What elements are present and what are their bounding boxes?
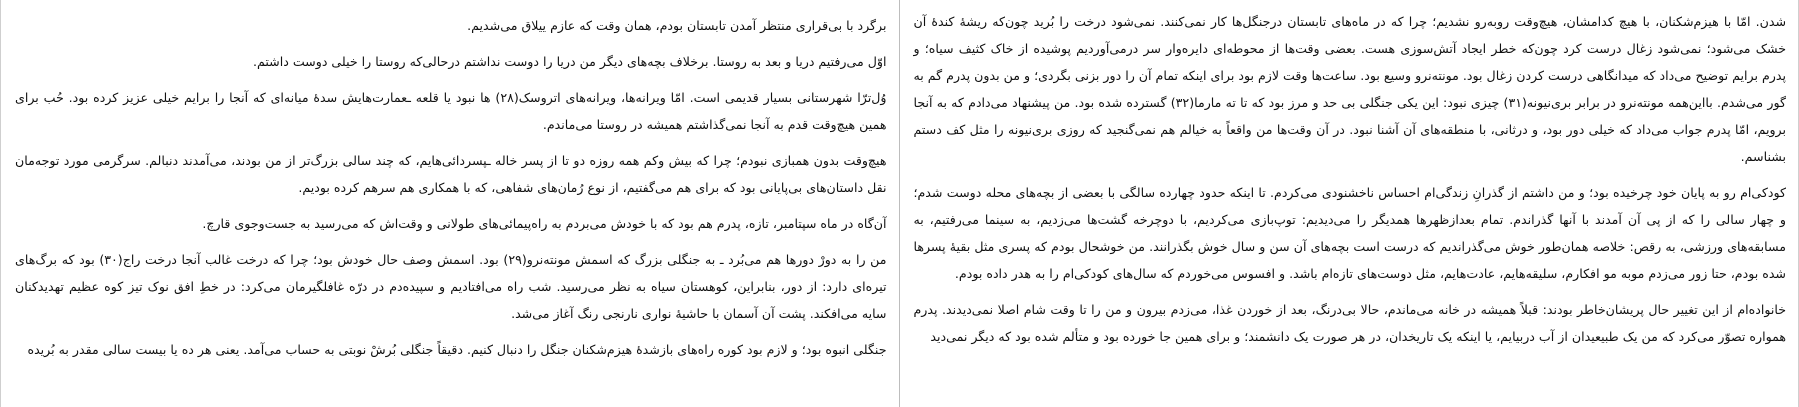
paragraph: اوّل می‌رفتیم دریا و بعد به روستا. برخلاف بچه‌های دیگر من دریا را دوست نداشتم درحالی‌که روستا را خیلی دوست داشتم. bbox=[252, 54, 887, 69]
paragraph: خانواده‌ام از این تغییر حال پریشان‌خاطر بودند: قبلاً همیشه در خانه می‌ماندم، حالا بی‌درنگ، بعد از خوردن غذا، می‌زدم بیرون و من را تا وقت شام اصلا نمی‌دیدند. پدرم همواره تصوّر می‌کرد که من یک طبیعیدان از آب دربیایم، یا اینکه یک تاریخدان، در هر صورت یک دانشمند؛ و برای همین جا خورده بود و متألم شده بود که دیگر نمی‌دید bbox=[913, 302, 1786, 344]
paragraph: وُل‌ترّا شهرستانی بسیار قدیمی است. امّا ویرانه‌ها، ویرانه‌های اتروسک(۲۸) ها نبود یا قلعه ـعمارت‌هایش سدهٔ میانه‌ای که آنجا را برایم خیلی عزیز کرده بود. حُب برای همین هیچ‌وقت قدم به آنجا نمی‌گذاشتم همیشه در روستا می‌ماندم. bbox=[15, 90, 887, 132]
paragraph: جنگلی انبوه بود؛ و لازم بود کوره راه‌های بازشدهٔ هیزم‌شکنان جنگل را دنبال کنیم. دقیقاً جنگلی بُرشْ نوبتی به حساب می‌آمد. یعنی هر ده یا بیست سالی مقدر به بُریده bbox=[27, 342, 887, 357]
paragraph: برگرد با بی‌قراری منتظر آمدن تابستان بودم، همان وقت که عازم ییلاق می‌شدیم. bbox=[467, 18, 887, 33]
paragraph: هیچ‌وقت بدون همبازی نبودم؛ چرا که بیش وکم همه روزه دو تا از پسر خاله ـپسردائی‌هایم، که چند سالی بزرگ‌تر از من بودند، می‌آمدند دنبالم. سرگرمی مورد توجه‌مان نقل داستان‌های بی‌پایانی بود که برای هم می‌گفتیم، از نوع رُمان‌های شفاهی، که با همکاری هم سرهم کرده بودیم. bbox=[15, 153, 887, 195]
paragraph: من را به دورْ دورها هم می‌بُرد ـ به جنگلی بزرگ که اسمش مونته‌نرو(۲۹) بود. اسمش وصف حال خودش بود؛ چرا که درخت غالب آنجا درخت راج(۳۰) بود که برگ‌های تیره‌ای دارد: از دور، بنابراین، کوهستان سیاه به نظر می‌رسید. شب راه می‌افتادیم و سپیده‌دم در درّه غافلگیرمان می‌کرد: در خطِ افق نوک تیز کوه عظیم تهدیدکنان سایه می‌افکند. پشت آن آسمان با حاشیهٔ نواری نارنجی رنگ آغاز می‌شد. bbox=[15, 252, 887, 321]
paragraph: شدن. امّا با هیزم‌شکنان، با هیچ کدامشان، هیچ‌وقت روبه‌رو نشدیم؛ چرا که در ماه‌های تابستان درجنگل‌ها کار نمی‌کنند. نمی‌شود درخت را بُرید چون‌که ریشهٔ کندهٔ آن خشک می‌شود؛ نمی‌شود زغال درست کرد چون‌که خطر ایجاد آتش‌سوزی هست. بعضی وقت‌ها از محوطه‌ای دایره‌وار سر درمی‌آوردیم پوشیده از خاک کثیف سیاه؛ و پدرم برایم توضیح می‌داد که میدانگاهی درست کردن زغال بود. مونته‌نرو وسیع بود. ساعت‌ها وقت لازم بود برای اینکه تمام آن را دور بزنی بگردی؛ و من بدون پدرم گم به گور می‌شدم. بااین‌همه مونته‌نرو در برابر بری‌نیونه(۳۱) چیزی نبود: این یکی جنگلی بی حد و مرز بود که تا ته مارما(۳۲) گسترده شده بود. من پیشنهاد می‌دادم که به آنجا برویم، امّا پدرم جواب می‌داد که خیلی دور بود، و درثانی، با منطقه‌های آن آشنا نبود. در آن وقت‌ها من واقعاً به خیالم هم نمی‌گنجید که روزی بری‌نیونه را مثل کف دستم بشناسم. bbox=[913, 14, 1786, 164]
left-page bbox=[0, 0, 899, 407]
right-page bbox=[900, 0, 1799, 407]
paragraph: آن‌گاه در ماه سپتامبر، تازه، پدرم هم بود که با خودش می‌بردم به راه‌پیمائی‌های طولانی و وقت‌اش که می‌رسید به جست‌وجوی قارچ. bbox=[202, 216, 887, 231]
paragraph: کودکی‌ام رو به پایان خود چرخیده بود؛ و من داشتم از گذرانِ زندگی‌ام احساس ناخشنودی می‌کردم. تا اینکه حدود چهارده سالگی با بعضی از بچه‌های محله دوست شدم؛ و چهار سالی را که از پی آن آمدند با آنها گذراندم. تمام بعدازظهرها همدیگر را می‌دیدیم: توپ‌بازی می‌کردیم، با دوچرخه گشت‌ها می‌زدیم، به سینما می‌رفتیم، به مسابقه‌های ورزشی، به رقص: خلاصه همان‌طور خوش می‌گذراندیم که درست است بچه‌های آن سن و سال خوش بگذرانند. من خوشحال بودم که پسری مثل بقیهٔ پسرها شده بودم، حتا زور می‌زدم موبه مو افکارم، سلیقه‌هایم، عادت‌هایم، مثل دوست‌های تازه‌ام باشد. و افسوس می‌خوردم که سال‌های کودکی‌ام را به هدر داده بودم. bbox=[913, 185, 1786, 281]
